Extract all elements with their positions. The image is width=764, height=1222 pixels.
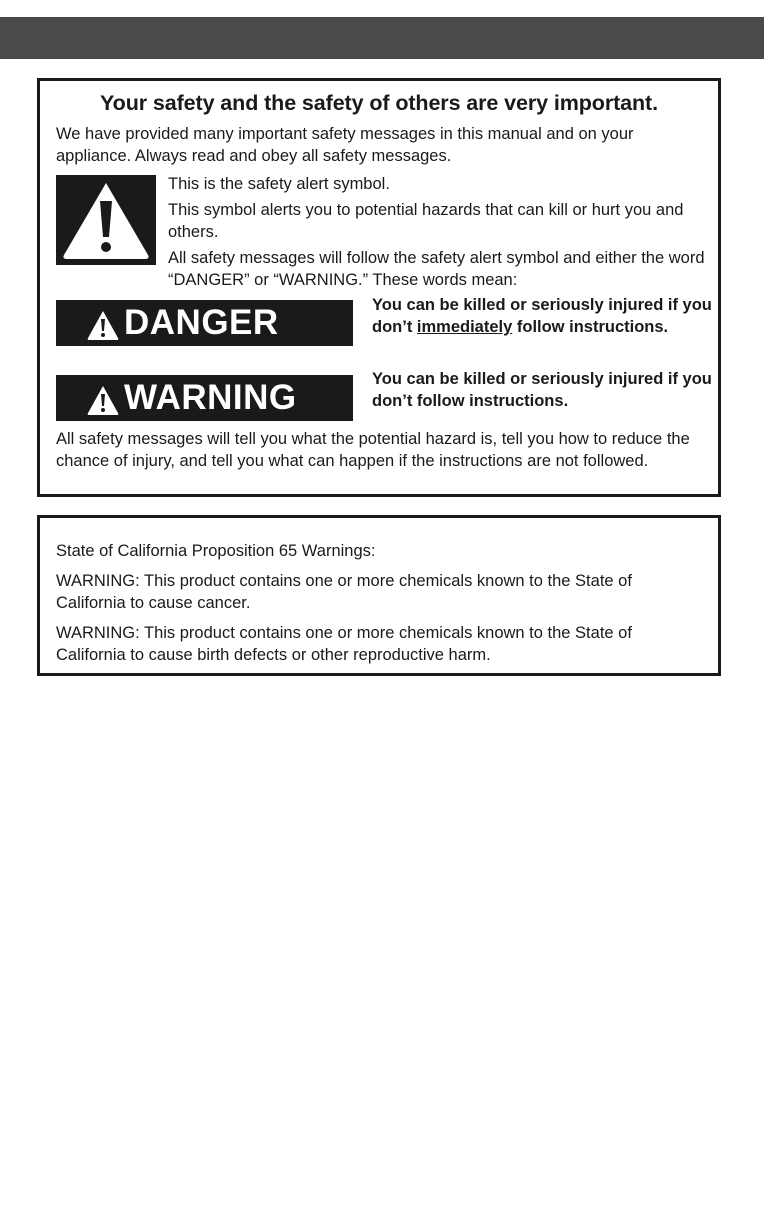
safety-intro: We have provided many important safety messages in this manual and on your appliance. Always read and obey all safety messages. xyxy=(56,125,634,165)
signal-words-intro: All safety messages will follow the safety alert symbol and either the word “DANGER” or “WARNING.” These words mean: xyxy=(168,249,705,289)
safety-notice-box xyxy=(37,78,721,497)
safety-closing: All safety messages will tell you what the potential hazard is, tell you how to reduce the chance of injury, and tell you what can happen if the instructions are not followed. xyxy=(56,430,690,470)
danger-meaning-part1: You can be killed or seriously injured if you don’t xyxy=(372,296,712,336)
danger-label xyxy=(56,300,353,346)
danger-alert-icon xyxy=(86,307,120,339)
danger-meaning xyxy=(372,294,712,338)
warning-meaning: You can be killed or seriously injured if you don’t follow instructions. xyxy=(372,370,712,410)
warning-alert-icon xyxy=(86,382,120,414)
danger-meaning-emphasis: immediately xyxy=(416,318,513,336)
header-bar xyxy=(0,17,764,59)
alert-symbol-text: This is the safety alert symbol. xyxy=(168,175,390,193)
alert-symbol-meaning: This symbol alerts you to potential hazards that can kill or hurt you and others. xyxy=(168,201,684,241)
danger-meaning-part2: follow instructions. xyxy=(512,318,669,336)
safety-alert-icon xyxy=(56,175,156,265)
prop65-cancer-warning: WARNING: This product contains one or more chemicals known to the State of California to cause cancer. xyxy=(56,572,632,612)
warning-label xyxy=(56,375,353,421)
prop65-title: State of California Proposition 65 Warnings: xyxy=(56,542,376,560)
warning-word: WARNING xyxy=(124,378,297,417)
prop65-reproductive-warning: WARNING: This product contains one or more chemicals known to the State of California to cause birth defects or other reproductive harm. xyxy=(56,624,632,664)
prop65-box xyxy=(37,515,721,676)
safety-title: Your safety and the safety of others are very important. xyxy=(100,91,658,115)
danger-word: DANGER xyxy=(124,303,279,342)
